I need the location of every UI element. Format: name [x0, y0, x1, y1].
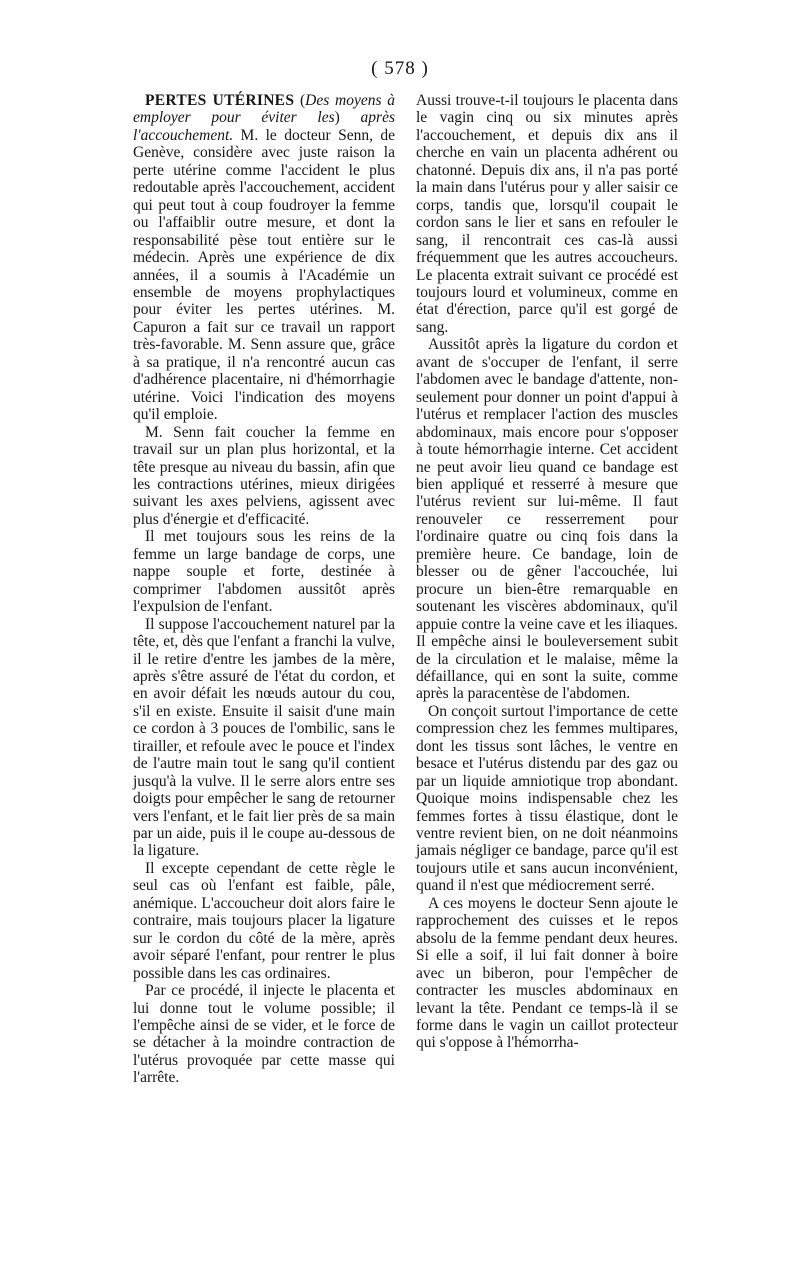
paragraph: Il excepte cependant de cette règle le seul cas où l'enfant est faible, pâle, anémique. L'accoucheur doit alors faire le contraire, mais toujours placer la ligature sur le cordon du côté de la mère, après avoir séparé l'enfant, pour rentrer le plus possible dans les cas ordinaires. [133, 859, 395, 982]
paragraph: Aussi trouve-t-il toujours le placenta dans le vagin cinq ou six minutes après l'accouchement, et depuis dix ans il cherche en vain un placenta adhérent ou chatonné. Depuis dix ans, il n'a pas porté la main dans l'utérus pour y aller saisir ce corps, tandis que, lorsqu'il coupait le cordon sans le lier et sans en refouler le sang, il rencontrait ces cas-là aussi fréquemment que les autres accoucheurs. Le placenta extrait suivant ce procédé est toujours lourd et volumineux, comme en état d'érection, parce qu'il est gorgé de sang. [416, 92, 678, 336]
paragraph: Par ce procédé, il injecte le placenta et lui donne tout le volume possible; il l'empêche ainsi de se vider, et le force de se détacher à la moindre contraction de l'utérus provoquée par cette masse qui l'arrête. [133, 982, 395, 1087]
paragraph: Il met toujours sous les reins de la femme un large bandage de corps, une nappe souple et forte, destinée à comprimer l'abdomen aussitôt après l'expulsion de l'enfant. [133, 528, 395, 616]
paragraph: M. le docteur Senn, de Genève, considère avec juste raison la perte utérine comme l'accident le plus redoutable après l'accouchement, accident qui peut tout à coup foudroyer la femme ou l'affaiblir outre mesure, et dont la responsabilité pèse tout entière sur le médecin. Après une expérience de dix années, il a soumis à l'Académie un ensemble de moyens prophylactiques pour éviter les pertes utérines. M. Capuron a fait sur ce travail un rapport très-favorable. M. Senn assure que, grâce à sa pratique, il n'a rencontré aucun cas d'adhérence placentaire, ni d'hémorrhagie utérine. Voici l'indication des moyens qu'il emploie. [133, 126, 395, 424]
subtitle-open-paren: ( [294, 92, 306, 109]
paragraph: M. Senn fait coucher la femme en travail sur un plan plus horizontal, et la tête presque au niveau du bassin, afin que les contractions utérines, mieux dirigées suivant les axes pelviens, agissent avec plus d'énergie et d'efficacité. [133, 423, 395, 528]
article-heading: PERTES UTÉRINES [145, 92, 295, 109]
article-subtitle: Des moyens à employer pour éviter les [133, 92, 395, 127]
page-number: ( 578 ) [371, 58, 429, 79]
paragraph: Il suppose l'accouchement naturel par la tête, et, dès que l'enfant a franchi la vulve, il le retire d'entre les jambes de la mère, après s'être assuré de l'état du cordon, et en avoir défait les nœuds autour du cou, s'il en existe. Ensuite il saisit d'une main ce cordon à 3 pouces de l'ombilic, sans le tirailler, et refoule avec le pouce et l'index de l'autre main tout le sang qu'il contient jusqu'à la vulve. Il le serre alors entre ses doigts pour empêcher le sang de retourner vers l'enfant, et le fait lier près de sa main par un aide, puis il le coupe au-dessous de la ligature. [133, 615, 395, 860]
paragraph: Aussitôt après la ligature du cordon et avant de s'occuper de l'enfant, il serre l'abdomen avec le bandage d'attente, non-seulement pour donner un point d'appui à l'utérus et remplacer l'action des muscles abdominaux, mais encore pour s'opposer à toute hémorrhagie interne. Cet accident ne peut avoir lieu quand ce bandage est bien appliqué et resserré à mesure que l'utérus revient sur lui-même. Il faut renouveler ce resserrement pour l'ordinaire quatre ou cinq fois dans la première heure. Ce bandage, loin de blesser ou de gêner l'accouchée, lui procure un bien-être remarquable en soutenant les viscères abdominaux, qu'il appuie contre la veine cave et les iliaques. Il empêche ainsi le bouleversement subit de la circulation et le malaise, même la défaillance, qui en sont la suite, comme après la paracentèse de l'abdomen. [416, 336, 678, 703]
paragraph: On conçoit surtout l'importance de cette compression chez les femmes multipares, dont les tissus sont lâches, le ventre en besace et l'utérus distendu par des gaz ou par un liquide amniotique trop abondant. Quoique moins indispensable chez les femmes fortes à tissu élastique, dont le ventre revient bien, on ne doit néanmoins jamais négliger ce bandage, parce qu'il est toujours utile et sans aucun inconvénient, quand il n'est que médiocrement serré. [416, 702, 678, 895]
article-intro-paragraph [133, 92, 395, 424]
subtitle-close-paren: ) [334, 109, 340, 127]
article-subtitle-tail: après l'accouchement. [133, 109, 395, 144]
paragraph: A ces moyens le docteur Senn ajoute le rapprochement des cuisses et le repos absolu de la femme pendant deux heures. Si elle a soif, il lui fait donner à boire avec un biberon, pour l'empêcher de contracter les muscles abdominaux en levant la tête. Pendant ce temps-là il se forme dans le vagin un caillot protecteur qui s'oppose à l'hémorrha- [416, 894, 678, 1052]
right-column [416, 92, 678, 1052]
left-column [133, 92, 395, 1087]
